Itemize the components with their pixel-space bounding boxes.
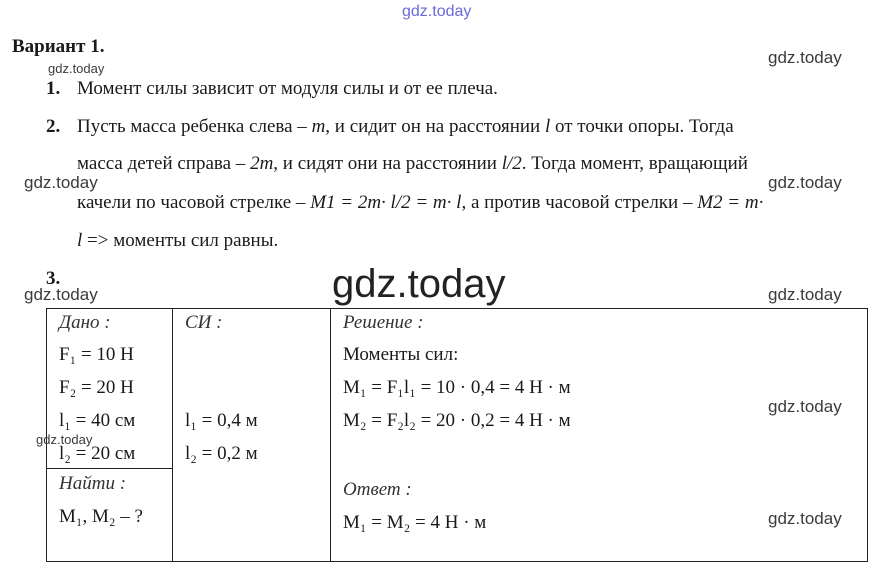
- watermark-right-2: gdz.today: [768, 173, 842, 192]
- item-2-line-3: качели по часовой стрелке – M1 = 2m· l/2 = m· l, а против часовой стрелки – M2 = m·: [77, 192, 764, 213]
- solution-label: Решение :: [343, 312, 424, 333]
- given-item: l₁ = 40 см: [59, 410, 136, 431]
- si-item: l₁ = 0,4 м: [185, 410, 258, 431]
- item-2-line-1: Пусть масса ребенка слева – m, и сидит он на расстоянии l от точки опоры. Тогда: [77, 116, 734, 137]
- given-item: l₂ = 20 см: [59, 443, 136, 464]
- item-2-line-2: масса детей справа – 2m, и сидят они на расстоянии l/2. Тогда момент, вращающий: [77, 153, 748, 174]
- watermark-small-1: gdz.today: [48, 61, 105, 76]
- variant-heading: Вариант 1.: [12, 36, 105, 57]
- si-item: l₂ = 0,2 м: [185, 443, 258, 464]
- answer-value: M₁ = M₂ = 4 Н · м: [343, 512, 487, 533]
- given-item: F₁ = 10 Н: [59, 344, 134, 365]
- solution-line: M₁ = F₁l₁ = 10 · 0,4 = 4 Н · м: [343, 377, 571, 398]
- find-cell: [47, 469, 173, 562]
- item-3-number: 3.: [46, 268, 61, 289]
- solution-table: [46, 308, 868, 562]
- watermark-right-1: gdz.today: [768, 48, 842, 67]
- given-label: Дано :: [59, 312, 111, 333]
- answer-label: Ответ :: [343, 479, 412, 500]
- solution-cell: [331, 309, 868, 562]
- si-cell: [173, 309, 331, 562]
- item-1-number: 1.: [46, 78, 61, 99]
- watermark-right-4: gdz.today: [768, 397, 842, 416]
- item-1-text: Момент силы зависит от модуля силы и от ее плеча.: [77, 78, 498, 99]
- find-label: Найти :: [59, 473, 127, 494]
- solution-line: Моменты сил:: [343, 344, 459, 365]
- watermark-left-2: gdz.today: [24, 173, 98, 192]
- given-item: F₂ = 20 Н: [59, 377, 134, 398]
- watermark-small-2: gdz.today: [36, 432, 93, 447]
- item-2-number: 2.: [46, 116, 61, 137]
- solution-line: M₂ = F₂l₂ = 20 · 0,2 = 4 Н · м: [343, 410, 571, 431]
- watermark-top: gdz.today: [402, 3, 472, 20]
- watermark-left-3: gdz.today: [24, 285, 98, 304]
- watermark-right-3: gdz.today: [768, 285, 842, 304]
- item-2-line-4: l => моменты сил равны.: [77, 230, 279, 251]
- watermark-right-5: gdz.today: [768, 509, 842, 528]
- watermark-big: gdz.today: [332, 262, 506, 306]
- si-label: СИ :: [185, 312, 223, 333]
- find-value: M₁, M₂ – ?: [59, 506, 143, 527]
